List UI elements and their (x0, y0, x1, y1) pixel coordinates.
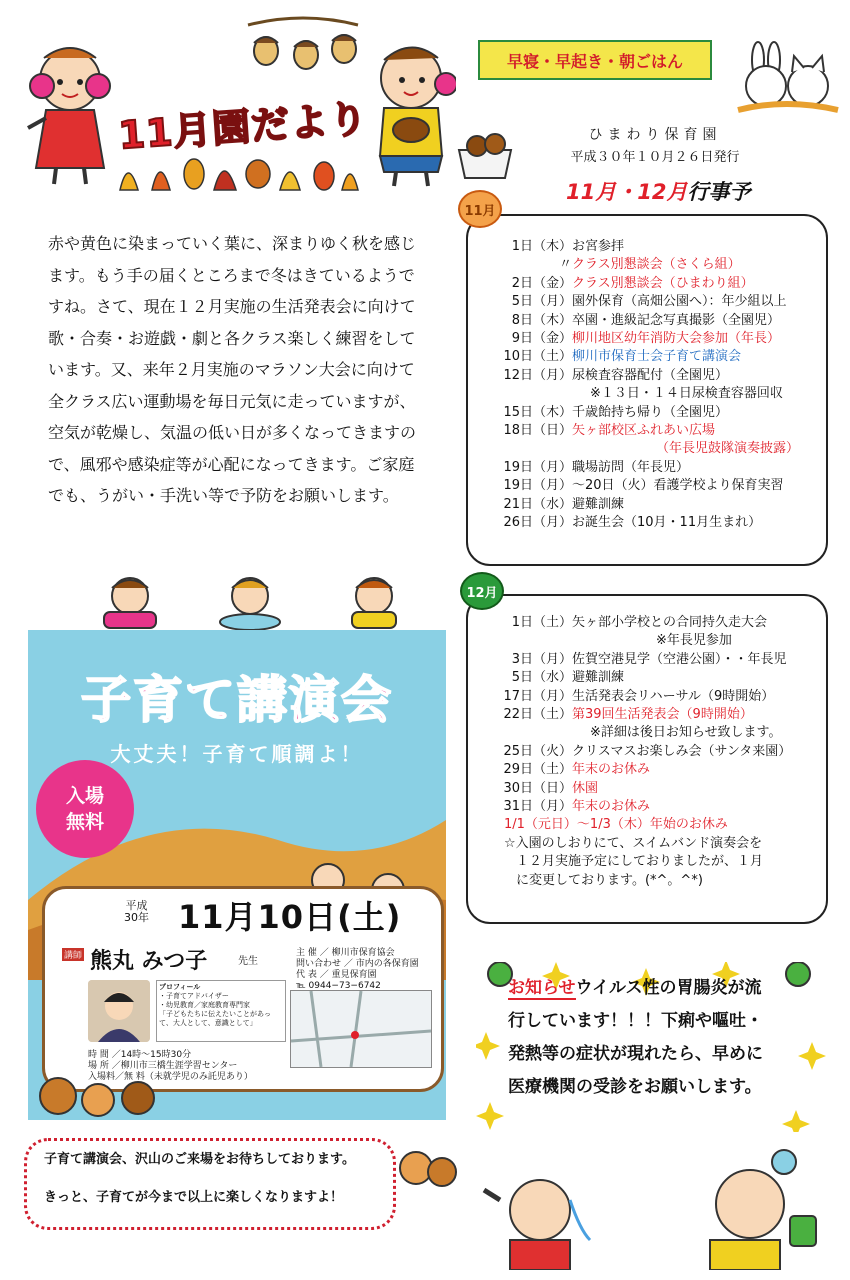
schedule-event (486, 651, 824, 669)
schedule-event (486, 477, 824, 495)
schedule-event (486, 312, 824, 330)
lecturer-profile (156, 980, 286, 1042)
schedule-event (486, 614, 824, 632)
schedule-event (486, 330, 824, 348)
time-venue-line: 入場料／無 料（未就学児のみ託児あり） (88, 1072, 253, 1082)
bear-pair-icon (394, 1138, 462, 1198)
event-date: 26日（月） (503, 515, 572, 531)
december-badge: 12月 (460, 572, 504, 610)
event-text: 年末のお休み (572, 762, 651, 778)
poster-subtitle: 大丈夫！子育て順調よ！ (110, 742, 364, 766)
schedule-event (486, 724, 824, 742)
event-date: 5日（水） (511, 670, 572, 686)
schedule-event (486, 853, 824, 871)
event-date: 19日（月） (503, 478, 572, 494)
event-date: 31日（月） (503, 799, 572, 815)
schedule-event (486, 706, 824, 724)
event-date: 2日（金） (511, 275, 572, 291)
event-text: ※１３日・１４日尿検査容器回収 (590, 386, 783, 402)
notice-line (508, 1038, 808, 1071)
intro-line: 空気が乾燥し、気温の低い日が多くなってきますの (48, 423, 417, 442)
host-line: 主 催 ／ 柳川市保育協会 (296, 948, 395, 958)
event-text: クラス別懇談会（さくら組） (572, 257, 741, 273)
november-event-list (486, 238, 824, 533)
event-date: 19日（月） (503, 459, 572, 475)
event-text: ～20日（火）看護学校より保育実習 (572, 478, 784, 494)
event-date: 5日（月） (511, 294, 572, 310)
event-text: クリスマスお楽しみ会（サンタ来園） (572, 743, 792, 759)
intro-line: 赤や黄色に染まっていく葉に、深まりゆく秋を感じ (48, 234, 417, 253)
lecturer-photo-icon (88, 980, 150, 1042)
event-text: １２月実施予定にしておりましたが、１月 (516, 854, 764, 870)
event-date: 〃 (558, 257, 572, 273)
poster-era (124, 900, 149, 924)
schedule-event (486, 422, 824, 440)
event-text: 休園 (572, 780, 599, 796)
event-text: ※年長児参加 (656, 633, 732, 649)
schedule-event (486, 293, 824, 311)
schedule-event (486, 256, 824, 274)
notice-line-text: 発熱等の症状が現れたら、早めに (508, 1044, 763, 1064)
schedule-event (486, 669, 824, 687)
event-text: 柳川地区幼年消防大会参加（年長） (572, 331, 781, 347)
illness-notice (508, 972, 808, 1104)
schedule-event (486, 688, 824, 706)
event-text: 生活発表会リハーサル（9時開始） (572, 688, 775, 704)
schedule-event (486, 780, 824, 798)
intro-line: 歌・合奏・お遊戯・劇と各クラス楽しく練習をして (48, 328, 416, 348)
schedule-event (486, 816, 824, 834)
organization-name: ひまわり保育園 (588, 127, 722, 143)
schedule-heading-label: 行事予 (687, 180, 751, 204)
free-admission-badge (36, 760, 134, 858)
event-text: 避難訓練 (572, 496, 625, 512)
free-admission-line1: 入場 (65, 785, 104, 807)
schedule-event (486, 743, 824, 761)
schedule-event (486, 275, 824, 293)
schedule-event (486, 798, 824, 816)
event-date: 9日（金） (511, 331, 572, 347)
intro-line: います。又、来年２月実施のマラソン大会に向けて (48, 360, 415, 379)
poster-title: 子育て講演会 (81, 671, 393, 729)
intro-line: 全クラス広い運動場を毎日元気に走っていますが、 (48, 391, 416, 411)
issue-date: 平成３０年１０月２６日発行 (570, 150, 740, 165)
schedule-event (486, 348, 824, 366)
event-date: 15日（木） (503, 404, 572, 420)
acorn-characters-icon (238, 15, 368, 75)
event-date: 12日（月） (503, 367, 572, 383)
host-line: ℡ 0944−73−6742 (296, 981, 381, 991)
event-text: （年長児鼓隊演奏披露） (656, 441, 800, 457)
event-date: 21日（水） (503, 496, 572, 512)
schedule-heading-months: 11月・12月 (566, 180, 688, 204)
event-text: 佐賀空港見学（空港公園）・・年長児 (572, 651, 787, 667)
event-date: 18日（日） (503, 423, 572, 439)
schedule-event (486, 367, 824, 385)
schedule-event (486, 496, 824, 514)
profile-line: ・幼児教育／家庭教育専門家 (159, 1001, 250, 1009)
profile-line: ・子育てアドバイザー (159, 992, 229, 1000)
event-text: 卒園・進級記念写真撮影（全園児） (572, 312, 781, 328)
invitation-line-2: きっと、子育てが今まで以上に楽しくなりますよ！ (44, 1190, 344, 1205)
intro-paragraph (48, 228, 458, 512)
event-date: 3日（月） (511, 651, 572, 667)
event-text: 年末のお休み (572, 799, 651, 815)
event-date: 1日（土） (511, 615, 572, 630)
event-date: 10日（土） (503, 349, 572, 365)
event-text: 1/1（元日）～1/3（木）年始のお休み (504, 817, 728, 833)
event-text: 千歳飴持ち帰り（全園児） (572, 404, 729, 420)
event-text: 尿検査容器配付（全園児） (572, 367, 729, 383)
notice-tag: お知らせ (508, 978, 576, 998)
december-event-list (486, 614, 824, 890)
event-text: 第39回生活発表会（9時開始） (572, 707, 753, 723)
event-text: に変更しております。(*^。^*) (516, 872, 703, 888)
schedule-event (486, 872, 824, 890)
event-text: 柳川市保育士会子育て講演会 (572, 349, 742, 365)
free-admission-line2: 無料 (65, 811, 104, 833)
lecture-poster (28, 630, 446, 1120)
event-text: 避難訓練 (572, 670, 625, 686)
schedule-event (486, 632, 824, 650)
poster-era-line1: 平成 (125, 899, 148, 912)
time-venue-line: 時 間 ／14時～15時30分 (88, 1050, 192, 1060)
event-text: ※詳細は後日お知らせ致します。 (590, 725, 782, 741)
event-text: 矢ヶ部小学校との合同持久走大会 (572, 615, 768, 630)
notice-line (508, 1005, 808, 1038)
poster-date: 11月10日(土) (178, 898, 402, 936)
notice-line (508, 972, 808, 1005)
profile-title: プロフィール (159, 983, 201, 991)
bear-characters-icon (28, 1070, 446, 1120)
event-text: お誕生会（10月・11月生まれ） (572, 515, 762, 531)
schedule-event (486, 404, 824, 422)
host-info (296, 948, 419, 992)
boy-illustration-icon (366, 40, 456, 190)
event-text: お宮参拝 (572, 239, 625, 254)
chestnut-basket-icon (455, 120, 515, 180)
host-line: 問い合わせ ／ 市内の各保育園 (296, 959, 419, 969)
schedule-heading (566, 176, 750, 206)
schedule-event (486, 459, 824, 477)
intro-line: で、風邪や感染症等が心配になってきます。ご家庭 (48, 454, 415, 474)
event-date: 25日（火） (503, 743, 572, 759)
intro-line: ます。もう手の届くところまで冬はきているようで (48, 265, 415, 285)
event-text: ☆入園のしおりにて、スイムバンド演奏会を (504, 835, 763, 851)
lecturer-honorific: 先生 (238, 956, 258, 967)
host-line: 代 表 ／ 重見保育園 (296, 970, 377, 980)
venue-map-icon (290, 990, 432, 1068)
gargle-handwash-icon (480, 1140, 826, 1270)
event-date: 17日（月） (503, 688, 572, 704)
invitation-line-1: 子育て講演会、沢山のご来場をお待ちしております。 (44, 1152, 355, 1167)
slogan-banner: 早寝・早起き・朝ごはん (478, 40, 712, 80)
schedule-event (486, 238, 824, 256)
lecturer-name: 熊丸 みつ子 (90, 949, 208, 974)
schedule-event (486, 514, 824, 532)
lecturer-tag: 講師 (62, 948, 84, 961)
notice-line (508, 1071, 808, 1104)
bunny-and-cat-icon (728, 40, 844, 120)
notice-line-text: 医療機関の受診をお願いします。 (508, 1077, 762, 1097)
schedule-event (486, 440, 824, 458)
event-text: 職場訪問（年長児） (572, 459, 690, 475)
event-text: 矢ヶ部校区ふれあい広場 (572, 423, 716, 439)
time-venue-line: 場 所 ／柳川市三橋生涯学習センター (88, 1061, 238, 1071)
handwashing-kids-icon (90, 572, 420, 632)
intro-line: でも、うがい・手洗い等で予防をお願いします。 (48, 486, 399, 505)
november-badge: 11月 (458, 190, 502, 228)
event-text: 園外保育（高畑公園へ）：年少組以上 (572, 294, 787, 310)
event-date: 8日（木） (511, 312, 572, 328)
event-text: クラス別懇談会（ひまわり組） (572, 275, 754, 291)
girl-illustration-icon (20, 38, 120, 188)
profile-line: 「子どもたちに伝えたいことがあって、大人として、意識として」 (159, 1010, 271, 1027)
event-date: 30日（日） (503, 780, 572, 796)
notice-line-text: 行しています！！！下痢や嘔吐・ (508, 1011, 763, 1031)
schedule-event (486, 385, 824, 403)
intro-line: すね。さて、現在１２月実施の生活発表会に向けて (48, 297, 416, 316)
schedule-event (486, 835, 824, 853)
notice-line-text: ウイルス性の胃腸炎が流 (575, 978, 762, 998)
schedule-event (486, 761, 824, 779)
event-date: 1日（木） (511, 239, 572, 254)
newsletter-title: 11月園だより (117, 96, 370, 158)
poster-era-line2: 30年 (124, 911, 149, 924)
event-date: 29日（土） (503, 762, 572, 778)
event-date: 22日（土） (503, 707, 572, 723)
